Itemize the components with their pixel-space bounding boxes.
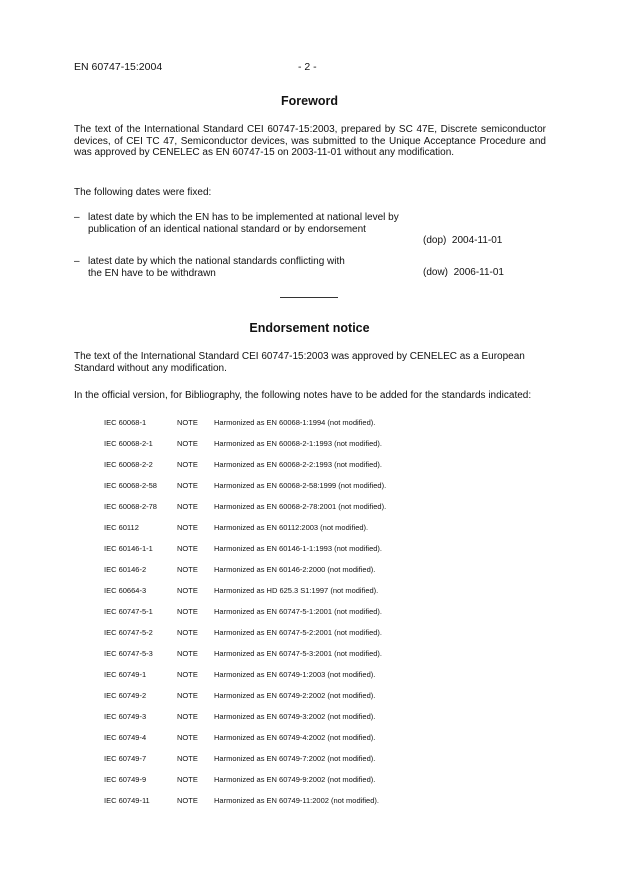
- note-label: NOTE: [177, 523, 198, 532]
- dow-description: latest date by which the national standards conflicting with the EN have to be withdrawn: [88, 256, 345, 279]
- harmonization-text: Harmonized as EN 60747-5-3:2001 (not modified).: [214, 649, 383, 658]
- standard-ref: IEC 60749-2: [104, 691, 147, 700]
- standard-ref: IEC 60146-2: [104, 565, 147, 574]
- harmonization-text: Harmonized as EN 60749-2:2002 (not modified).: [214, 691, 376, 700]
- standard-ref: IEC 60749-11: [104, 796, 150, 805]
- note-label: NOTE: [177, 649, 198, 658]
- harmonization-text: Harmonized as EN 60068-2-78:2001 (not modified).: [214, 502, 387, 511]
- harmonization-text: Harmonized as EN 60749-1:2003 (not modified).: [214, 670, 376, 679]
- dow-date: [423, 267, 504, 279]
- harmonization-text: Harmonized as EN 60749-11:2002 (not modified).: [214, 796, 379, 805]
- harmonization-text: Harmonized as EN 60068-2-1:1993 (not modified).: [214, 439, 383, 448]
- note-label: NOTE: [177, 796, 198, 805]
- standard-ref: IEC 60664-3: [104, 586, 147, 595]
- note-label: NOTE: [177, 544, 198, 553]
- harmonization-text: Harmonized as EN 60749-3:2002 (not modified).: [214, 712, 376, 721]
- note-label: NOTE: [177, 565, 198, 574]
- harmonization-text: Harmonized as EN 60068-2-2:1993 (not modified).: [214, 460, 383, 469]
- bibliography-intro: In the official version, for Bibliography, the following notes have to be added for the standards indicated:: [74, 390, 532, 401]
- note-label: NOTE: [177, 481, 198, 490]
- standard-ref: IEC 60747-5-2: [104, 628, 153, 637]
- standard-ref: IEC 60068-2-1: [104, 439, 153, 448]
- note-label: NOTE: [177, 439, 198, 448]
- note-label: NOTE: [177, 733, 198, 742]
- note-label: NOTE: [177, 418, 198, 427]
- note-label: NOTE: [177, 502, 198, 511]
- standard-ref: IEC 60749-9: [104, 775, 147, 784]
- note-label: NOTE: [177, 670, 198, 679]
- standard-ref: IEC 60068-2-58: [104, 481, 157, 490]
- standard-ref: IEC 60146-1-1: [104, 544, 153, 553]
- dop-code: (dop): [423, 235, 447, 246]
- harmonization-text: Harmonized as EN 60747-5-2:2001 (not modified).: [214, 628, 383, 637]
- note-label: NOTE: [177, 775, 198, 784]
- standard-ref: IEC 60749-1: [104, 670, 147, 679]
- note-label: NOTE: [177, 586, 198, 595]
- harmonization-text: Harmonized as EN 60747-5-1:2001 (not modified).: [214, 607, 383, 616]
- standard-ref: IEC 60068-1: [104, 418, 147, 427]
- harmonization-text: Harmonized as EN 60146-1-1:1993 (not modified).: [214, 544, 383, 553]
- foreword-title: Foreword: [281, 94, 338, 108]
- endorsement-title: Endorsement notice: [249, 321, 370, 335]
- dop-value: 2004-11-01: [451, 235, 503, 246]
- note-label: NOTE: [177, 754, 198, 763]
- page-number: - 2 -: [298, 61, 317, 73]
- standard-ref: IEC 60068-2-78: [104, 502, 157, 511]
- foreword-paragraph: The text of the International Standard CEI 60747-15:2003, prepared by SC 47E, Discrete semiconductor devices, of CEI TC 47, Semiconductor devices, was submitted to the Unique Acceptance Procedure and was approved by CENELEC as EN 60747-15 on 2003-11-01 without any modification.: [74, 124, 546, 158]
- dop-description: latest date by which the EN has to be implemented at national level by publication of an identical national standard or by endorsement: [88, 212, 399, 235]
- harmonization-text: Harmonized as EN 60749-9:2002 (not modified).: [214, 775, 376, 784]
- harmonization-text: Harmonized as EN 60749-4:2002 (not modified).: [214, 733, 376, 742]
- standard-ref: IEC 60747-5-3: [104, 649, 153, 658]
- dash-bullet: –: [74, 256, 80, 267]
- harmonization-text: Harmonized as EN 60068-2-58:1999 (not modified).: [214, 481, 387, 490]
- harmonization-text: Harmonized as HD 625.3 S1:1997 (not modified).: [214, 586, 379, 595]
- document-id: EN 60747-15:2004: [74, 61, 163, 73]
- note-label: NOTE: [177, 691, 198, 700]
- harmonization-text: Harmonized as EN 60112:2003 (not modified).: [214, 523, 369, 532]
- standard-ref: IEC 60068-2-2: [104, 460, 153, 469]
- dates-intro: The following dates were fixed:: [74, 187, 212, 198]
- harmonization-text: Harmonized as EN 60068-1:1994 (not modified).: [214, 418, 376, 427]
- note-label: NOTE: [177, 712, 198, 721]
- note-label: NOTE: [177, 628, 198, 637]
- section-divider: [280, 297, 338, 298]
- dow-value: 2006-11-01: [453, 267, 504, 278]
- dow-code: (dow): [423, 267, 449, 278]
- dop-date: [423, 235, 502, 247]
- standard-ref: IEC 60749-3: [104, 712, 147, 721]
- standard-ref: IEC 60747-5-1: [104, 607, 153, 616]
- harmonization-text: Harmonized as EN 60146-2:2000 (not modified).: [214, 565, 376, 574]
- standard-ref: IEC 60749-7: [104, 754, 147, 763]
- dash-bullet: –: [74, 212, 80, 223]
- standard-ref: IEC 60112: [104, 523, 139, 532]
- harmonization-text: Harmonized as EN 60749-7:2002 (not modified).: [214, 754, 376, 763]
- standard-ref: IEC 60749-4: [104, 733, 147, 742]
- note-label: NOTE: [177, 607, 198, 616]
- note-label: NOTE: [177, 460, 198, 469]
- endorsement-paragraph: The text of the International Standard CEI 60747-15:2003 was approved by CENELEC as a European Standard without any modification.: [74, 351, 525, 374]
